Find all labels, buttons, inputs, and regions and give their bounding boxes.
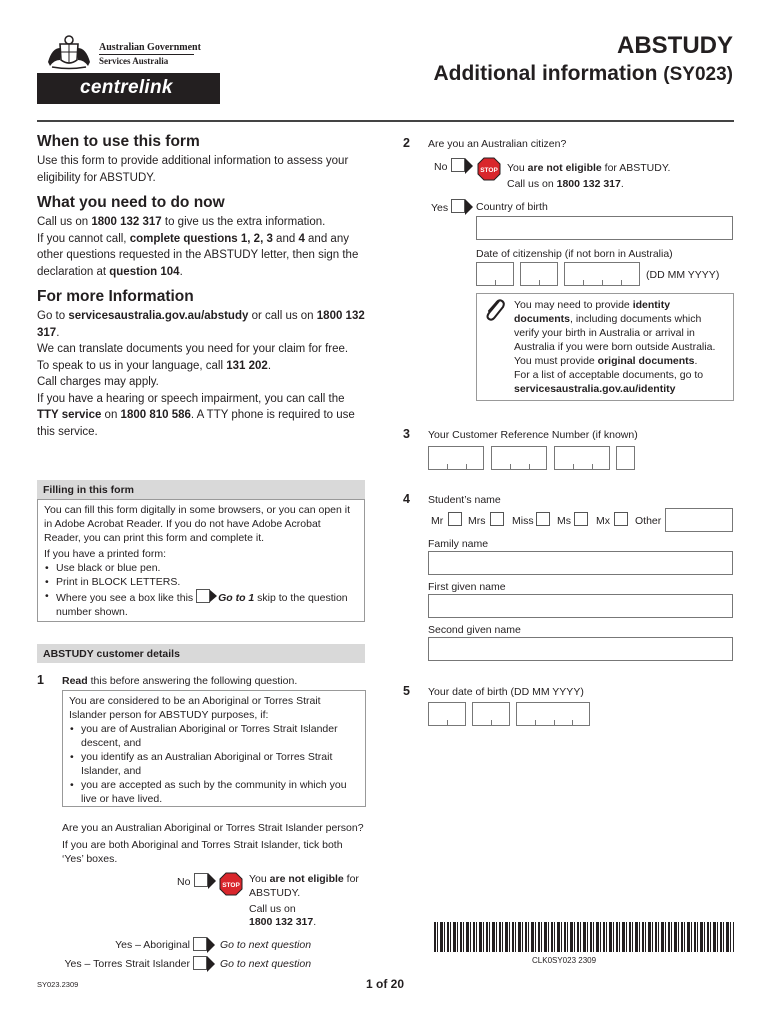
what-heading: What you need to do now [37,194,225,211]
q1-yes-tsi-checkbox[interactable] [193,956,207,970]
q2-cob-label: Country of birth [476,201,548,213]
q5-label: Your date of birth (DD MM YYYY) [428,686,584,698]
q2-no-label: No [434,161,448,173]
go-to-arrow-icon [465,158,474,174]
q2-call: Call us on 1800 132 317. [507,178,624,190]
dob-month-input[interactable] [472,702,510,726]
citizenship-month-input[interactable] [520,262,558,286]
stop-icon [477,157,501,181]
government-crest-icon [44,34,94,70]
q1-hint: If you are both Aboriginal and Torres Strait Islander, tick both ‘Yes’ boxes. [62,839,343,865]
gov-line-2: Services Australia [99,56,169,66]
title-mx-label: Mx [596,515,610,527]
first-name-label: First given name [428,581,506,593]
family-name-input[interactable] [428,551,733,575]
go-to-arrow-icon [465,199,474,215]
citizenship-year-input[interactable] [564,262,640,286]
title-mrs-label: Mrs [468,515,486,527]
q1-not-eligible: You are not eligible for ABSTUDY. [249,873,359,899]
q2-date-format: (DD MM YYYY) [646,269,720,281]
form-title: ABSTUDY [616,32,733,59]
q1-no-checkbox[interactable] [194,873,208,887]
svg-text:STOP: STOP [480,167,498,174]
q1-yes-aboriginal-checkbox[interactable] [193,937,207,951]
second-name-input[interactable] [428,637,733,661]
crn-input-4[interactable] [616,446,635,470]
q2-yes-label: Yes [431,202,449,214]
q4-number: 4 [403,492,410,506]
q2-identity-info-box: You may need to provide identity documents, including documents which verify your birth in Australia or arrival in Australia if you were born outside Australia. You must provide original documents. For a list of acceptable documents, go to servicesaustralia.gov.au/identity [476,293,734,401]
go-to-arrow-icon [196,589,218,603]
title-mr-label: Mr [431,515,444,527]
title-mrs-checkbox[interactable] [490,512,504,526]
title-other-input[interactable] [665,508,733,532]
q1-number: 1 [37,673,44,687]
q2-yes-checkbox[interactable] [451,199,465,213]
citizenship-day-input[interactable] [476,262,514,286]
form-code: (SY023) [663,64,733,85]
brand-name: centrelink [80,77,173,98]
filling-heading: Filling in this form [37,480,365,499]
footer-code: SY023.2309 [37,980,79,989]
dob-day-input[interactable] [428,702,466,726]
more-text: Go to servicesaustralia.gov.au/abstudy or call us on 1800 132 317. We can translate documents you need for your claim for free. To speak to us in your language, call 131 202. Call charges may apply. If you have a hearing or speech impairment, you can call the TTY service on 1800 810 586. A TTY phone is required to use this service. [37,310,365,438]
gov-line-1: Australian Government [99,42,201,53]
q3-label: Your Customer Reference Number (if known) [428,429,638,441]
filling-panel: You can fill this form digitally in some browsers, or you can open it in Adobe Acrobat Reader. If you do not have Adobe Acrobat Reader, you can print this form and complete it. If you have a printed form: • Use black or blue pen. • Print in BLOCK LETTERS. • Where you see a box like this Go to 1 skip to the question number shown. [37,499,365,622]
barcode-text: CLK0SY023 2309 [532,956,597,965]
q1-phone: 1800 132 317. [249,916,317,928]
q1-question: Are you an Australian Aboriginal or Torres Strait Islander person? [62,822,364,834]
paperclip-icon [484,297,506,321]
q2-no-checkbox[interactable] [451,158,465,172]
q2-question: Are you an Australian citizen? [428,138,567,150]
crn-input-3[interactable] [554,446,610,470]
country-of-birth-input[interactable] [476,216,733,240]
form-subtitle: Additional information (SY023) [433,62,733,85]
when-text: Use this form to provide additional information to assess your eligibility for ABSTUDY. [37,155,349,184]
q2-doc-label: Date of citizenship (if not born in Australia) [476,248,673,260]
q1-goto-next-2[interactable]: Go to next question [220,958,312,970]
stop-icon [219,872,243,896]
title-ms-checkbox[interactable] [574,512,588,526]
go-to-arrow-icon [208,873,217,889]
q2-not-eligible: You are not eligible for ABSTUDY. [507,162,671,174]
q3-number: 3 [403,427,410,441]
q1-no-label: No [177,876,191,888]
go-to-arrow-icon [207,937,216,953]
q2-number: 2 [403,136,410,150]
abstudy-link[interactable]: servicesaustralia.gov.au/abstudy [68,310,249,322]
q1-call: Call us on [249,903,296,915]
q1-goto-next-1[interactable]: Go to next question [220,939,312,951]
dob-year-input[interactable] [516,702,590,726]
q5-number: 5 [403,684,410,698]
family-name-label: Family name [428,538,489,550]
q1-definition-box: You are considered to be an Aboriginal or Torres Strait Islander person for ABSTUDY purposes, if: • you are of Australian Aboriginal or Torres Strait Islander descent, and • you identify as an Australian Aboriginal or Torres Strait Islander, and • you are accepted as such by the community in which you live or have lived. [62,690,366,807]
page-number: 1 of 20 [366,977,405,991]
go-to-arrow-icon [207,956,216,972]
title-ms-label: Ms [557,515,571,527]
first-name-input[interactable] [428,594,733,618]
identity-link[interactable]: servicesaustralia.gov.au/identity [514,383,676,395]
more-heading: For more Information [37,288,194,305]
q1-yes-aboriginal-label: Yes – Aboriginal [115,939,190,951]
details-heading: ABSTUDY customer details [37,644,365,663]
q1-yes-tsi-label: Yes – Torres Strait Islander [64,958,190,970]
crn-input-2[interactable] [491,446,547,470]
crn-input-1[interactable] [428,446,484,470]
q1-read: Read this before answering the following question. [62,675,298,687]
when-heading: When to use this form [37,133,200,150]
svg-text:STOP: STOP [222,882,240,889]
barcode [434,922,734,952]
second-name-label: Second given name [428,624,521,636]
what-text: Call us on 1800 132 317 to give us the extra information. If you cannot call, complete questions 1, 2, 3 and 4 and any other questions requested in the ABSTUDY letter, then sign the declaration at question 104. [37,216,359,278]
title-mr-checkbox[interactable] [448,512,462,526]
title-other-label: Other [635,515,662,527]
title-mx-checkbox[interactable] [614,512,628,526]
q4-label: Student’s name [428,494,501,506]
title-miss-label: Miss [512,515,534,527]
title-miss-checkbox[interactable] [536,512,550,526]
